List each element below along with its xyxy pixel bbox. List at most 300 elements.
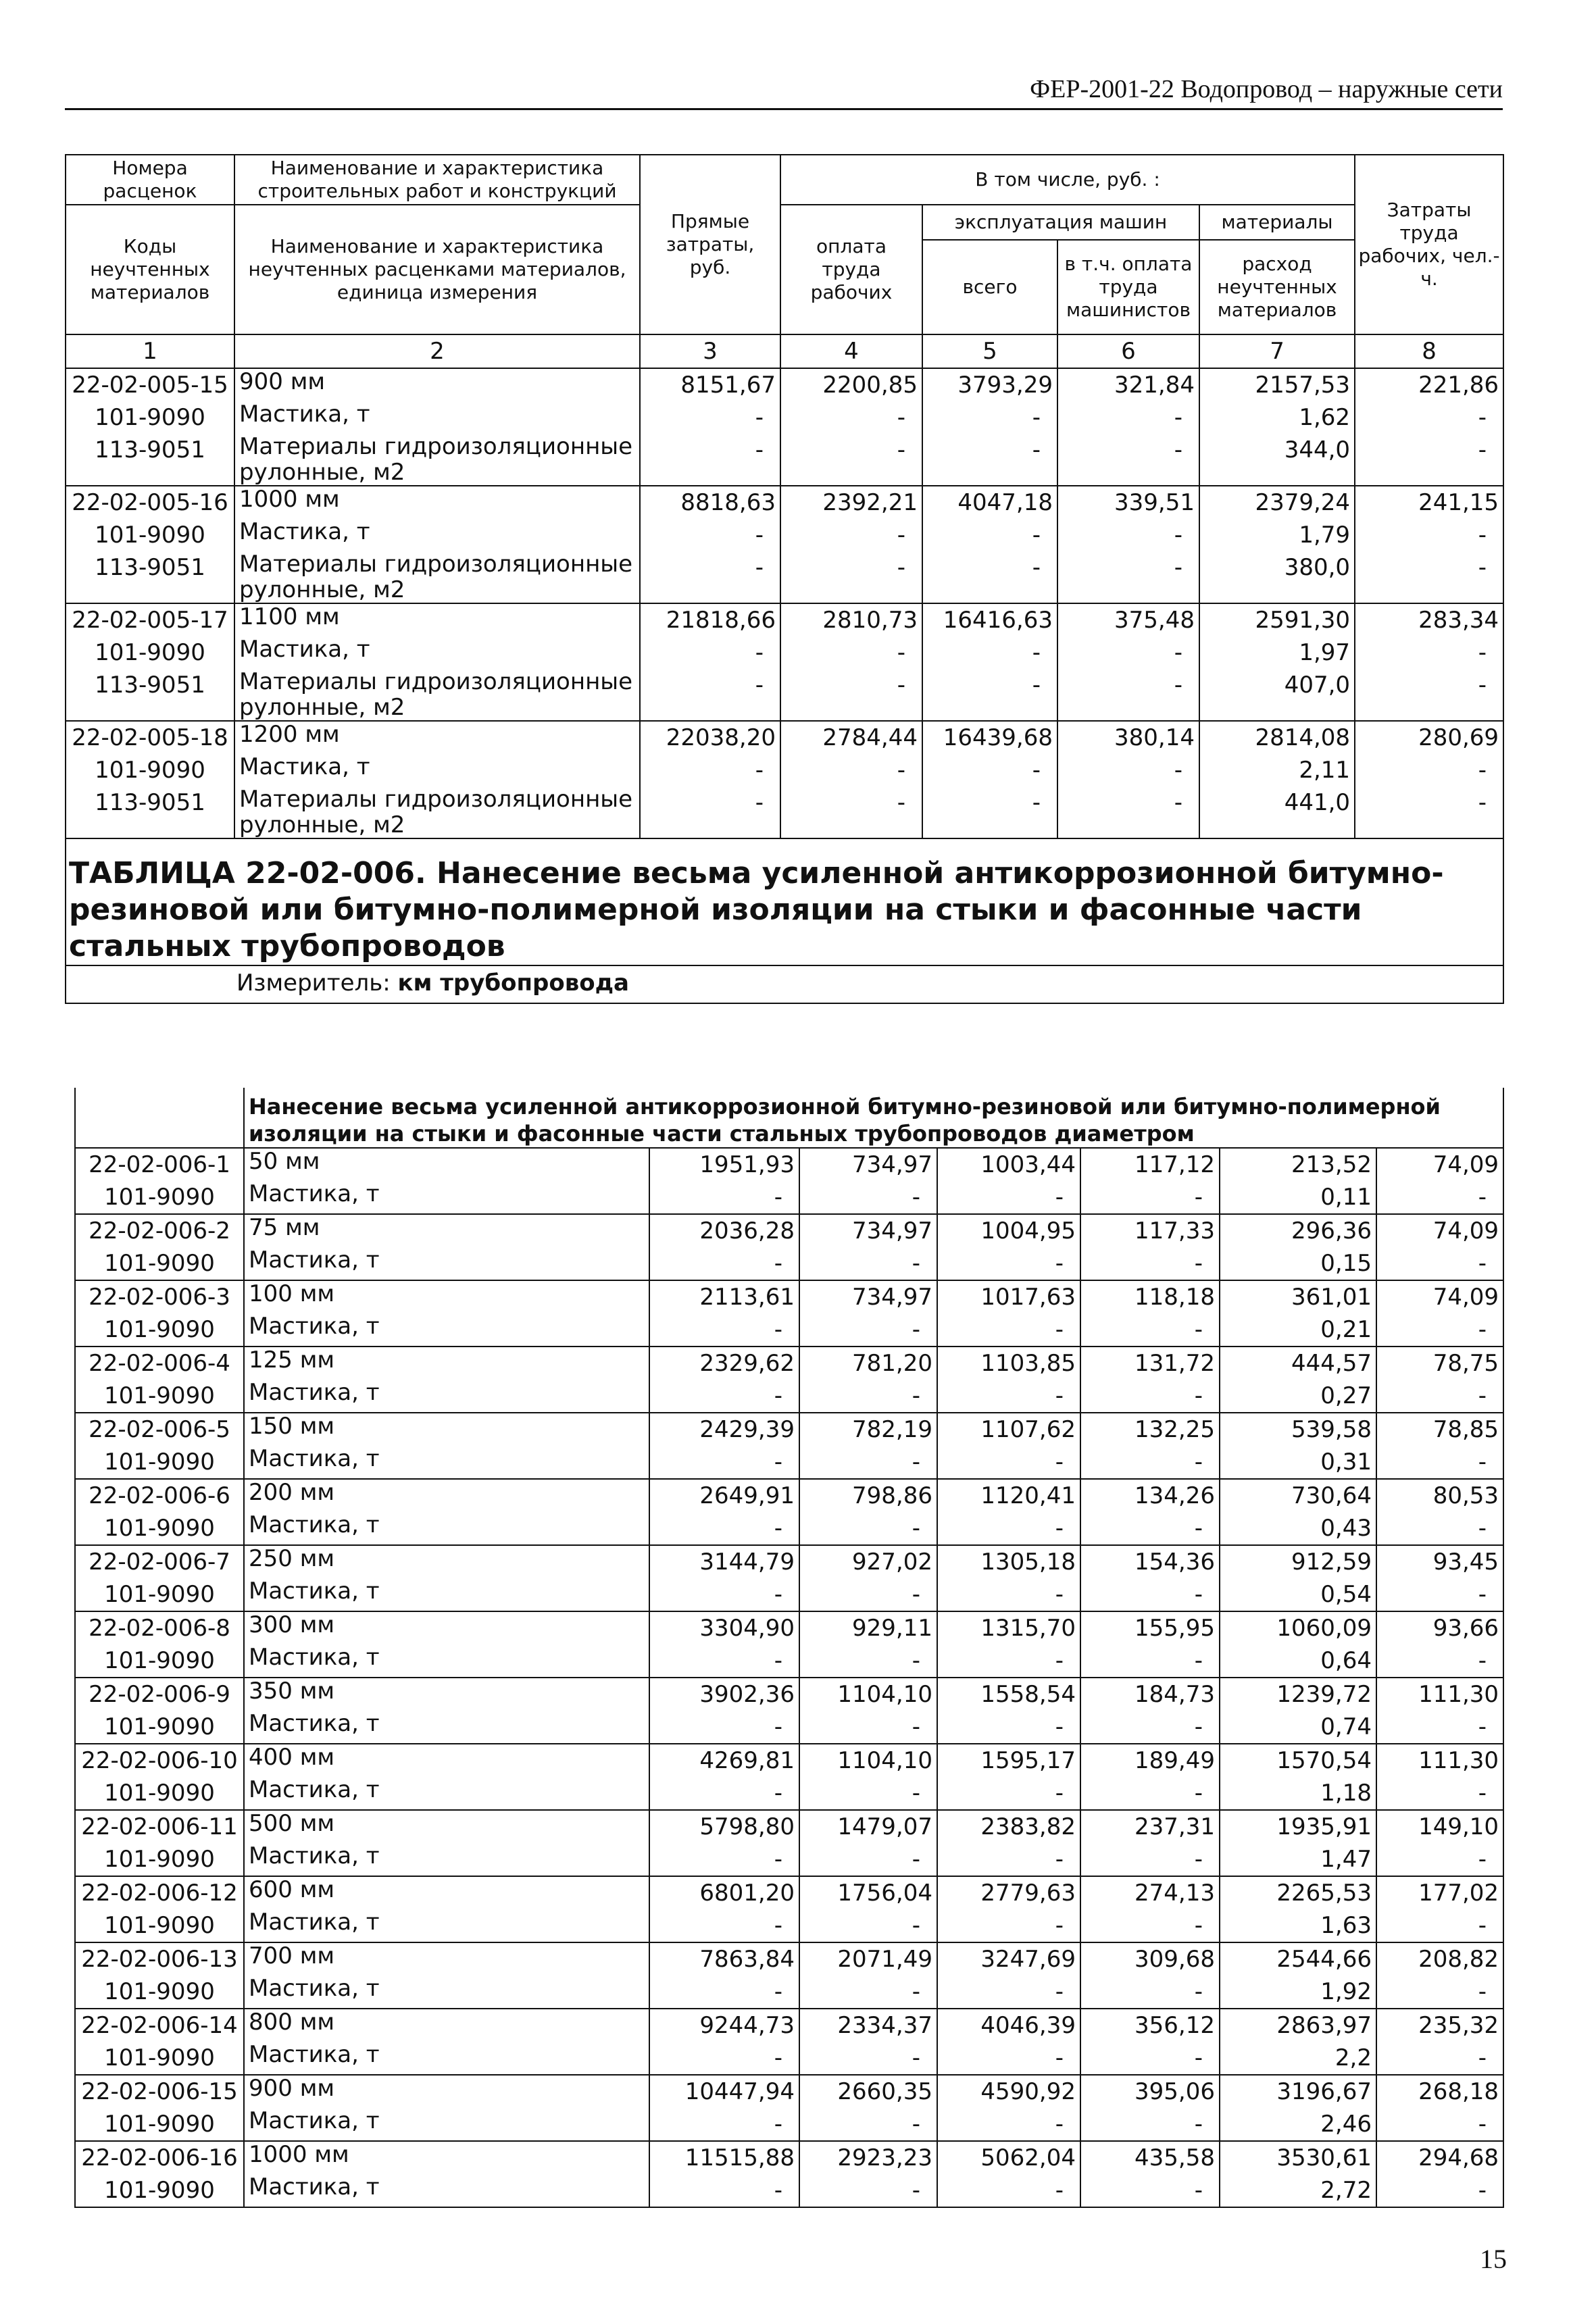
labor-cell: 268,18: [1376, 2075, 1503, 2108]
labor-cell: 294,68: [1376, 2141, 1503, 2174]
machinist-pay-cell: 117,12: [1080, 1148, 1220, 1181]
labor-cell: -: [1376, 1711, 1503, 1744]
name-cell: Мастика, т: [244, 1777, 649, 1810]
direct-cost-cell: -: [640, 434, 780, 486]
machinist-pay-cell: -: [1080, 1976, 1220, 2009]
materials-cell: 1,79: [1199, 519, 1355, 551]
direct-cost-cell: -: [640, 669, 780, 721]
material-row: [75, 1578, 1503, 1611]
name-cell: Материалы гидроизоляционные рулонные, м2: [234, 551, 640, 603]
machine-total-cell: -: [922, 551, 1057, 603]
rate-row: [75, 1611, 1503, 1644]
machine-total-cell: 1004,95: [937, 1214, 1080, 1247]
labor-cell: -: [1376, 2174, 1503, 2207]
code-cell: 22-02-005-15: [66, 368, 234, 401]
col-worker-pay: оплата труда рабочих: [780, 205, 922, 334]
worker-pay-cell: -: [799, 1578, 937, 1611]
labor-cell: 235,32: [1376, 2009, 1503, 2042]
name-cell: 500 мм: [244, 1810, 649, 1843]
machinist-pay-cell: -: [1080, 1711, 1220, 1744]
code-cell: 101-9090: [75, 1578, 244, 1611]
direct-cost-cell: 2429,39: [649, 1413, 799, 1446]
direct-cost-cell: -: [649, 1181, 799, 1214]
running-header: [65, 73, 1503, 110]
machinist-pay-cell: -: [1057, 551, 1199, 603]
worker-pay-cell: 1479,07: [799, 1810, 937, 1843]
rate-row: [75, 1545, 1503, 1578]
rate-row: [75, 1678, 1503, 1711]
material-row: [75, 1247, 1503, 1280]
direct-cost-cell: -: [640, 519, 780, 551]
machinist-pay-cell: -: [1057, 434, 1199, 486]
machine-total-cell: -: [922, 754, 1057, 786]
machinist-pay-cell: -: [1080, 1843, 1220, 1876]
direct-cost-cell: 10447,94: [649, 2075, 799, 2108]
machinist-pay-cell: 117,33: [1080, 1214, 1220, 1247]
machinist-pay-cell: -: [1057, 669, 1199, 721]
code-cell: 101-9090: [75, 2042, 244, 2075]
direct-cost-cell: 5798,80: [649, 1810, 799, 1843]
materials-cell: 3530,61: [1220, 2141, 1376, 2174]
material-row: [75, 2042, 1503, 2075]
machine-total-cell: 3793,29: [922, 368, 1057, 401]
machinist-pay-cell: 375,48: [1057, 603, 1199, 636]
name-cell: Материалы гидроизоляционные рулонные, м2: [234, 434, 640, 486]
code-cell: 22-02-006-4: [75, 1347, 244, 1380]
rate-row: [66, 368, 1503, 401]
machine-total-cell: 5062,04: [937, 2141, 1080, 2174]
code-cell: 22-02-006-6: [75, 1479, 244, 1512]
col-material-codes: Коды неучтенных материалов: [66, 205, 234, 334]
machine-total-cell: -: [937, 1247, 1080, 1280]
machine-total-cell: -: [937, 1313, 1080, 1347]
labor-cell: 280,69: [1355, 721, 1503, 754]
labor-cell: 283,34: [1355, 603, 1503, 636]
machine-total-cell: 2779,63: [937, 1876, 1080, 1909]
worker-pay-cell: -: [799, 1181, 937, 1214]
direct-cost-cell: 6801,20: [649, 1876, 799, 1909]
machinist-pay-cell: -: [1080, 1777, 1220, 1810]
caption-block: [66, 838, 1503, 1003]
worker-pay-cell: -: [780, 669, 922, 721]
machinist-pay-cell: 356,12: [1080, 2009, 1220, 2042]
worker-pay-cell: -: [780, 636, 922, 669]
code-cell: 101-9090: [75, 1843, 244, 1876]
code-cell: 101-9090: [75, 2174, 244, 2207]
name-cell: 200 мм: [244, 1479, 649, 1512]
machine-total-cell: 4047,18: [922, 486, 1057, 519]
machine-total-cell: -: [937, 1644, 1080, 1678]
name-cell: Мастика, т: [244, 1512, 649, 1545]
worker-pay-cell: 798,86: [799, 1479, 937, 1512]
labor-cell: -: [1376, 1512, 1503, 1545]
name-cell: Мастика, т: [244, 1181, 649, 1214]
direct-cost-cell: 22038,20: [640, 721, 780, 754]
machinist-pay-cell: -: [1057, 519, 1199, 551]
col-work-name: Наименование и характеристика строительных работ и конструкций: [234, 155, 640, 205]
materials-cell: 2814,08: [1199, 721, 1355, 754]
direct-cost-cell: -: [640, 754, 780, 786]
labor-cell: -: [1376, 1777, 1503, 1810]
material-row: [75, 1644, 1503, 1678]
materials-cell: 1,63: [1220, 1909, 1376, 1942]
machine-total-cell: 1107,62: [937, 1413, 1080, 1446]
machinist-pay-cell: 380,14: [1057, 721, 1199, 754]
machine-total-cell: 1120,41: [937, 1479, 1080, 1512]
name-cell: 400 мм: [244, 1744, 649, 1777]
materials-cell: 2265,53: [1220, 1876, 1376, 1909]
code-cell: 22-02-006-16: [75, 2141, 244, 2174]
material-row: [66, 519, 1503, 551]
code-cell: 22-02-006-5: [75, 1413, 244, 1446]
col-number: 7: [1199, 334, 1355, 368]
machine-total-cell: 1305,18: [937, 1545, 1080, 1578]
worker-pay-cell: 929,11: [799, 1611, 937, 1644]
col-number: 4: [780, 334, 922, 368]
labor-cell: 74,09: [1376, 1148, 1503, 1181]
machinist-pay-cell: -: [1080, 1512, 1220, 1545]
code-cell: 113-9051: [66, 551, 234, 603]
rate-row: [75, 1280, 1503, 1313]
name-cell: 100 мм: [244, 1280, 649, 1313]
name-cell: 900 мм: [234, 368, 640, 401]
machine-total-cell: 3247,69: [937, 1942, 1080, 1976]
material-row: [75, 1313, 1503, 1347]
machine-total-cell: 1017,63: [937, 1280, 1080, 1313]
machinist-pay-cell: 395,06: [1080, 2075, 1220, 2108]
direct-cost-cell: 8151,67: [640, 368, 780, 401]
table-body: [66, 368, 1503, 838]
code-cell: 22-02-005-16: [66, 486, 234, 519]
machinist-pay-cell: -: [1080, 2042, 1220, 2075]
code-cell: 101-9090: [75, 1313, 244, 1347]
name-cell: Мастика, т: [234, 754, 640, 786]
materials-cell: 1,47: [1220, 1843, 1376, 1876]
machinist-pay-cell: -: [1080, 1446, 1220, 1479]
direct-cost-cell: -: [649, 2042, 799, 2075]
materials-cell: 0,64: [1220, 1644, 1376, 1678]
machinist-pay-cell: -: [1080, 1181, 1220, 1214]
worker-pay-cell: -: [799, 1711, 937, 1744]
code-cell: 113-9051: [66, 786, 234, 838]
code-cell: 101-9090: [66, 754, 234, 786]
direct-cost-cell: 1951,93: [649, 1148, 799, 1181]
worker-pay-cell: -: [799, 1843, 937, 1876]
machinist-pay-cell: -: [1080, 1247, 1220, 1280]
code-cell: 101-9090: [75, 2108, 244, 2141]
machinist-pay-cell: 132,25: [1080, 1413, 1220, 1446]
labor-cell: 149,10: [1376, 1810, 1503, 1843]
col-number: 2: [234, 334, 640, 368]
labor-cell: -: [1355, 519, 1503, 551]
material-row: [75, 1380, 1503, 1413]
machine-total-cell: 1003,44: [937, 1148, 1080, 1181]
materials-cell: 0,54: [1220, 1578, 1376, 1611]
materials-cell: 0,27: [1220, 1380, 1376, 1413]
direct-cost-cell: -: [640, 401, 780, 434]
machinist-pay-cell: -: [1080, 1644, 1220, 1678]
materials-cell: 912,59: [1220, 1545, 1376, 1578]
name-cell: Мастика, т: [244, 2174, 649, 2207]
running-header-text: ФЕР-2001-22 Водопровод – наружные сети: [1030, 75, 1503, 103]
col-direct-costs: Прямые затраты, руб.: [640, 155, 780, 334]
direct-cost-cell: -: [649, 1578, 799, 1611]
labor-cell: 241,15: [1355, 486, 1503, 519]
labor-cell: -: [1376, 1909, 1503, 1942]
rate-row: [75, 1148, 1503, 1181]
name-cell: 600 мм: [244, 1876, 649, 1909]
name-cell: 150 мм: [244, 1413, 649, 1446]
col-machinist-pay: в т.ч. оплата труда машинистов: [1057, 240, 1199, 334]
code-cell: 101-9090: [75, 1512, 244, 1545]
material-row: [66, 669, 1503, 721]
materials-cell: 1,92: [1220, 1976, 1376, 2009]
direct-cost-cell: 3144,79: [649, 1545, 799, 1578]
labor-cell: 111,30: [1376, 1678, 1503, 1711]
worker-pay-cell: 1104,10: [799, 1678, 937, 1711]
materials-cell: 0,31: [1220, 1446, 1376, 1479]
name-cell: Мастика, т: [244, 1247, 649, 1280]
table-body: [75, 1148, 1503, 2207]
machine-total-cell: -: [937, 1976, 1080, 2009]
worker-pay-cell: -: [780, 551, 922, 603]
worker-pay-cell: 2392,21: [780, 486, 922, 519]
machinist-pay-cell: 309,68: [1080, 1942, 1220, 1976]
machine-total-cell: -: [922, 401, 1057, 434]
direct-cost-cell: 4269,81: [649, 1744, 799, 1777]
name-cell: 300 мм: [244, 1611, 649, 1644]
materials-cell: 2,11: [1199, 754, 1355, 786]
machine-total-cell: -: [922, 636, 1057, 669]
name-cell: 250 мм: [244, 1545, 649, 1578]
code-cell: 22-02-006-12: [75, 1876, 244, 1909]
labor-cell: 74,09: [1376, 1280, 1503, 1313]
code-cell: 101-9090: [75, 1644, 244, 1678]
labor-cell: -: [1355, 434, 1503, 486]
code-cell: 101-9090: [75, 1380, 244, 1413]
name-cell: 700 мм: [244, 1942, 649, 1976]
name-cell: Мастика, т: [244, 1909, 649, 1942]
machine-total-cell: 1595,17: [937, 1744, 1080, 1777]
machine-total-cell: 1558,54: [937, 1678, 1080, 1711]
direct-cost-cell: -: [649, 1976, 799, 2009]
materials-cell: 730,64: [1220, 1479, 1376, 1512]
labor-cell: 93,66: [1376, 1611, 1503, 1644]
labor-cell: 80,53: [1376, 1479, 1503, 1512]
materials-cell: 2,2: [1220, 2042, 1376, 2075]
labor-cell: 78,75: [1376, 1347, 1503, 1380]
col-number: 6: [1057, 334, 1199, 368]
machine-total-cell: -: [937, 2174, 1080, 2207]
col-number: 5: [922, 334, 1057, 368]
direct-cost-cell: 3304,90: [649, 1611, 799, 1644]
worker-pay-cell: -: [799, 1380, 937, 1413]
name-cell: 125 мм: [244, 1347, 649, 1380]
direct-cost-cell: -: [649, 2174, 799, 2207]
code-cell: 22-02-006-3: [75, 1280, 244, 1313]
material-row: [66, 434, 1503, 486]
machinist-pay-cell: 237,31: [1080, 1810, 1220, 1843]
rate-row: [75, 1214, 1503, 1247]
worker-pay-cell: 781,20: [799, 1347, 937, 1380]
rate-row: [75, 1876, 1503, 1909]
code-cell: 22-02-006-2: [75, 1214, 244, 1247]
direct-cost-cell: -: [649, 1380, 799, 1413]
machinist-pay-cell: 274,13: [1080, 1876, 1220, 1909]
code-cell: 22-02-006-13: [75, 1942, 244, 1976]
direct-cost-cell: 3902,36: [649, 1678, 799, 1711]
name-cell: 900 мм: [244, 2075, 649, 2108]
machine-total-cell: 4046,39: [937, 2009, 1080, 2042]
worker-pay-cell: 2923,23: [799, 2141, 937, 2174]
material-row: [75, 1446, 1503, 1479]
machine-total-cell: -: [937, 1777, 1080, 1810]
labor-cell: 111,30: [1376, 1744, 1503, 1777]
labor-cell: -: [1376, 1976, 1503, 2009]
direct-cost-cell: -: [649, 1446, 799, 1479]
materials-cell: 2379,24: [1199, 486, 1355, 519]
code-cell: 101-9090: [75, 1976, 244, 2009]
labor-cell: -: [1376, 1843, 1503, 1876]
col-labor-costs: Затраты труда рабочих, чел.-ч.: [1355, 155, 1503, 334]
materials-cell: 0,43: [1220, 1512, 1376, 1545]
code-cell: 22-02-006-11: [75, 1810, 244, 1843]
code-cell: 22-02-006-9: [75, 1678, 244, 1711]
col-machine-total: всего: [922, 240, 1057, 334]
labor-cell: -: [1355, 636, 1503, 669]
code-cell: 101-9090: [75, 1181, 244, 1214]
materials-cell: 0,21: [1220, 1313, 1376, 1347]
labor-cell: 78,85: [1376, 1413, 1503, 1446]
materials-cell: 441,0: [1199, 786, 1355, 838]
worker-pay-cell: -: [799, 1909, 937, 1942]
materials-cell: 1,18: [1220, 1777, 1376, 1810]
labor-cell: -: [1376, 2108, 1503, 2141]
rate-row: [66, 486, 1503, 519]
name-cell: 1000 мм: [234, 486, 640, 519]
worker-pay-cell: 2784,44: [780, 721, 922, 754]
name-cell: 1000 мм: [244, 2141, 649, 2174]
material-row: [75, 1512, 1503, 1545]
materials-cell: 1,97: [1199, 636, 1355, 669]
code-cell: 22-02-006-1: [75, 1148, 244, 1181]
worker-pay-cell: 734,97: [799, 1148, 937, 1181]
table-subheader: [75, 1088, 1503, 1148]
worker-pay-cell: -: [799, 2174, 937, 2207]
machinist-pay-cell: 118,18: [1080, 1280, 1220, 1313]
direct-cost-cell: 2329,62: [649, 1347, 799, 1380]
materials-cell: 380,0: [1199, 551, 1355, 603]
direct-cost-cell: -: [649, 2108, 799, 2141]
materials-cell: 0,15: [1220, 1247, 1376, 1280]
machinist-pay-cell: 155,95: [1080, 1611, 1220, 1644]
name-cell: 1100 мм: [234, 603, 640, 636]
direct-cost-cell: -: [640, 636, 780, 669]
subheader-spacer: [75, 1088, 244, 1148]
direct-cost-cell: -: [649, 1711, 799, 1744]
machine-total-cell: -: [937, 1181, 1080, 1214]
labor-cell: -: [1355, 669, 1503, 721]
labor-cell: 177,02: [1376, 1876, 1503, 1909]
table-header: [66, 155, 1503, 368]
material-row: [75, 2174, 1503, 2207]
materials-cell: 1570,54: [1220, 1744, 1376, 1777]
name-cell: 75 мм: [244, 1214, 649, 1247]
machinist-pay-cell: 154,36: [1080, 1545, 1220, 1578]
name-cell: Материалы гидроизоляционные рулонные, м2: [234, 669, 640, 721]
code-cell: 22-02-006-8: [75, 1611, 244, 1644]
worker-pay-cell: -: [799, 1777, 937, 1810]
rate-row: [75, 1479, 1503, 1512]
labor-cell: 208,82: [1376, 1942, 1503, 1976]
worker-pay-cell: -: [799, 1512, 937, 1545]
column-number-row: [66, 334, 1503, 368]
machinist-pay-cell: 131,72: [1080, 1347, 1220, 1380]
worker-pay-cell: 2334,37: [799, 2009, 937, 2042]
labor-cell: -: [1376, 1181, 1503, 1214]
machine-total-cell: 16416,63: [922, 603, 1057, 636]
materials-cell: 2,46: [1220, 2108, 1376, 2141]
worker-pay-cell: 1756,04: [799, 1876, 937, 1909]
col-including: В том числе, руб. :: [780, 155, 1355, 205]
rate-row: [75, 1347, 1503, 1380]
machine-total-cell: -: [937, 2042, 1080, 2075]
machinist-pay-cell: 435,58: [1080, 2141, 1220, 2174]
worker-pay-cell: -: [780, 434, 922, 486]
name-cell: 1200 мм: [234, 721, 640, 754]
machinist-pay-cell: -: [1057, 401, 1199, 434]
machine-total-cell: -: [922, 519, 1057, 551]
name-cell: Мастика, т: [234, 519, 640, 551]
name-cell: Мастика, т: [244, 1711, 649, 1744]
measure-label: Измеритель:: [236, 970, 398, 997]
col-materials: материалы: [1199, 205, 1355, 240]
direct-cost-cell: 8818,63: [640, 486, 780, 519]
worker-pay-cell: -: [799, 2108, 937, 2141]
machinist-pay-cell: -: [1080, 2108, 1220, 2141]
machine-total-cell: -: [937, 1711, 1080, 1744]
worker-pay-cell: -: [780, 519, 922, 551]
material-row: [75, 1777, 1503, 1810]
materials-cell: 344,0: [1199, 434, 1355, 486]
code-cell: 22-02-006-15: [75, 2075, 244, 2108]
materials-cell: 296,36: [1220, 1214, 1376, 1247]
direct-cost-cell: -: [649, 1512, 799, 1545]
labor-cell: -: [1376, 1578, 1503, 1611]
labor-cell: -: [1355, 551, 1503, 603]
machinist-pay-cell: 189,49: [1080, 1744, 1220, 1777]
direct-cost-cell: -: [640, 786, 780, 838]
machine-total-cell: -: [937, 1512, 1080, 1545]
worker-pay-cell: -: [799, 1313, 937, 1347]
labor-cell: -: [1355, 786, 1503, 838]
name-cell: Мастика, т: [244, 1644, 649, 1678]
materials-cell: 1060,09: [1220, 1611, 1376, 1644]
machinist-pay-cell: -: [1080, 1380, 1220, 1413]
machinist-pay-cell: 134,26: [1080, 1479, 1220, 1512]
worker-pay-cell: 2071,49: [799, 1942, 937, 1976]
direct-cost-cell: -: [649, 1777, 799, 1810]
materials-cell: 1,62: [1199, 401, 1355, 434]
page-number: 15: [1480, 2244, 1507, 2274]
material-row: [66, 401, 1503, 434]
col-material-consumption: расход неучтенных материалов: [1199, 240, 1355, 334]
rate-row: [66, 603, 1503, 636]
name-cell: Мастика, т: [244, 2042, 649, 2075]
material-row: [66, 754, 1503, 786]
worker-pay-cell: 927,02: [799, 1545, 937, 1578]
col-material-name: Наименование и характеристика неучтенных расценками материалов, единица измерения: [234, 205, 640, 334]
